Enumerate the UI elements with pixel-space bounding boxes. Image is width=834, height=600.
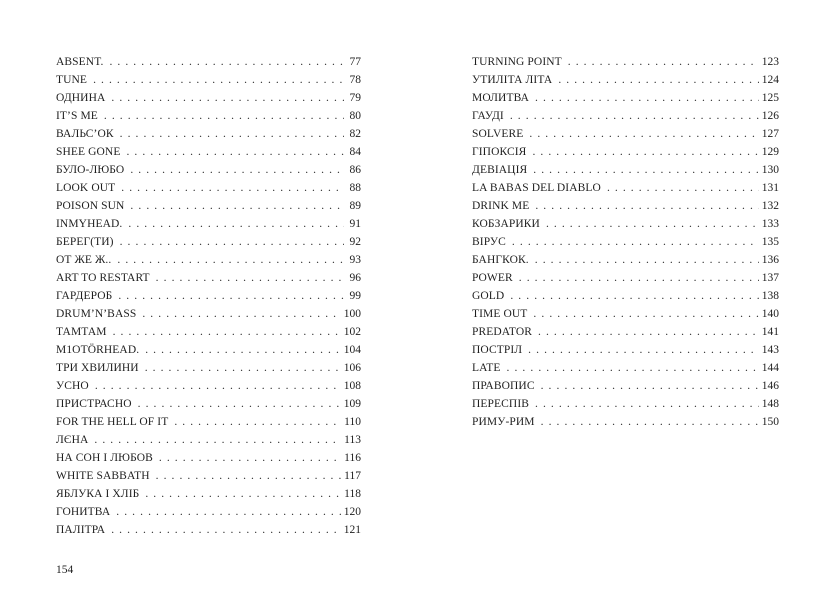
toc-leader-dots	[142, 305, 340, 323]
toc-entry-page: 126	[761, 110, 779, 122]
toc-entry	[472, 143, 779, 161]
toc-entry	[472, 89, 779, 107]
toc-leader-dots	[145, 485, 341, 503]
toc-leader-dots	[535, 197, 758, 215]
toc-entry-title: DRUM’N’BASS	[56, 308, 137, 320]
toc-leader-dots	[156, 467, 342, 485]
toc-leader-dots	[568, 53, 759, 71]
toc-entry	[56, 341, 361, 359]
toc-entry-title: LOOK OUT	[56, 182, 116, 194]
toc-entry-title: РИМУ-РИМ	[472, 416, 535, 428]
toc-entry	[472, 179, 779, 197]
toc-right-column	[472, 53, 779, 431]
toc-entry-title: INMYHEAD.	[56, 218, 123, 230]
toc-entry-title: УТИЛІТА ЛІТА	[472, 74, 553, 86]
toc-leader-dots	[117, 251, 344, 269]
toc-entry-page: 89	[349, 200, 361, 212]
toc-entry	[472, 413, 779, 431]
toc-entry-title: ЯБЛУКА І ХЛІБ	[56, 488, 140, 500]
toc-entry-title: ПРИСТРАСНО	[56, 398, 132, 410]
toc-entry	[56, 431, 361, 449]
toc-entry-page: 131	[761, 182, 779, 194]
toc-entry-title: LA BABAS DEL DIABLO	[472, 182, 601, 194]
toc-entry-page: 109	[343, 398, 361, 410]
toc-entry-page: 104	[343, 344, 361, 356]
toc-entry	[56, 359, 361, 377]
toc-entry-page: 144	[761, 362, 779, 374]
toc-entry-page: 96	[349, 272, 361, 284]
toc-entry-title: SHEE GONE	[56, 146, 121, 158]
toc-entry	[472, 305, 779, 323]
toc-leader-dots	[558, 71, 758, 89]
toc-entry-page: 102	[343, 326, 361, 338]
toc-entry-title: ГОНИТВА	[56, 506, 111, 518]
toc-entry	[56, 143, 361, 161]
toc-leader-dots	[118, 287, 344, 305]
toc-entry-page: 77	[349, 56, 361, 68]
toc-entry-title: WHITE SABBATH	[56, 470, 150, 482]
toc-leader-dots	[130, 197, 344, 215]
toc-entry-title: ГАУДІ	[472, 110, 504, 122]
toc-leader-dots	[120, 233, 344, 251]
toc-leader-dots	[546, 215, 759, 233]
toc-entry-page: 141	[761, 326, 779, 338]
toc-entry	[472, 71, 779, 89]
toc-entry-page: 110	[344, 416, 361, 428]
toc-entry-page: 117	[344, 470, 361, 482]
toc-leader-dots	[535, 89, 759, 107]
toc-entry-page: 78	[349, 74, 361, 86]
toc-leader-dots	[538, 323, 759, 341]
toc-leader-dots	[510, 287, 758, 305]
toc-entry-title: ПОСТРІЛ	[472, 344, 523, 356]
toc-entry	[472, 359, 779, 377]
toc-entry-page: 86	[349, 164, 361, 176]
toc-entry-title: IT’S ME	[56, 110, 98, 122]
toc-entry-title: ТАМТАМ	[56, 326, 107, 338]
toc-entry	[472, 53, 779, 71]
toc-entry-title: ВАЛЬС’ОК	[56, 128, 114, 140]
toc-entry	[56, 305, 361, 323]
toc-entry	[472, 197, 779, 215]
toc-entry-page: 125	[761, 92, 779, 104]
toc-entry-title: ПЕРЕСПІВ	[472, 398, 530, 410]
toc-entry	[56, 377, 361, 395]
toc-leader-dots	[111, 89, 344, 107]
toc-leader-dots	[541, 377, 759, 395]
toc-entry-title: ПРАВОПИС	[472, 380, 535, 392]
toc-entry-title: МОЛИТВА	[472, 92, 530, 104]
toc-leader-dots	[512, 233, 759, 251]
toc-entry	[56, 287, 361, 305]
toc-entry-title: ОТ ЖЕ Ж..	[56, 254, 112, 266]
toc-leader-dots	[529, 125, 758, 143]
page-number: 154	[56, 564, 74, 576]
toc-leader-dots	[113, 323, 341, 341]
toc-entry	[56, 233, 361, 251]
toc-leader-dots	[156, 269, 344, 287]
toc-entry	[56, 197, 361, 215]
toc-leader-dots	[528, 341, 759, 359]
toc-entry	[56, 503, 361, 521]
toc-leader-dots	[607, 179, 759, 197]
toc-entry-page: 130	[761, 164, 779, 176]
toc-entry	[56, 485, 361, 503]
toc-entry-title: ГІПОКСІЯ	[472, 146, 527, 158]
toc-entry	[472, 395, 779, 413]
toc-entry-page: 121	[343, 524, 361, 536]
toc-leader-dots	[104, 107, 344, 125]
toc-entry-title: НА СОН І ЛЮБОВ	[56, 452, 153, 464]
toc-leader-dots	[535, 395, 759, 413]
toc-entry	[472, 215, 779, 233]
toc-entry	[472, 341, 779, 359]
toc-leader-dots	[138, 395, 341, 413]
toc-entry-page: 133	[761, 218, 779, 230]
toc-entry-page: 138	[761, 290, 779, 302]
toc-entry-page: 113	[344, 434, 361, 446]
toc-entry-page: 143	[761, 344, 779, 356]
toc-entry-title: TIME OUT	[472, 308, 528, 320]
toc-leader-dots	[510, 107, 759, 125]
toc-leader-dots	[126, 143, 344, 161]
toc-entry	[56, 179, 361, 197]
toc-entry-page: 91	[349, 218, 361, 230]
toc-entry-title: ART TO RESTART	[56, 272, 150, 284]
toc-entry	[56, 521, 361, 539]
toc-entry-title: PREDATOR	[472, 326, 533, 338]
toc-leader-dots	[507, 359, 759, 377]
toc-entry-title: ТРИ ХВИЛИНИ	[56, 362, 139, 374]
toc-leader-dots	[533, 305, 758, 323]
toc-entry-page: 137	[761, 272, 779, 284]
toc-entry-page: 120	[343, 506, 361, 518]
toc-entry-page: 99	[349, 290, 361, 302]
toc-entry	[56, 53, 361, 71]
toc-leader-dots	[130, 161, 344, 179]
toc-entry	[56, 449, 361, 467]
toc-entry-page: 135	[761, 236, 779, 248]
toc-entry-title: TURNING POINT	[472, 56, 562, 68]
toc-leader-dots	[109, 53, 344, 71]
toc-entry-page: 108	[343, 380, 361, 392]
toc-entry-page: 116	[344, 452, 361, 464]
toc-entry	[472, 233, 779, 251]
toc-leader-dots	[95, 377, 341, 395]
toc-entry-title: M1OTÖRHEAD.	[56, 344, 140, 356]
toc-entry	[56, 467, 361, 485]
toc-leader-dots	[111, 521, 341, 539]
toc-entry-title: ABSENT.	[56, 56, 104, 68]
toc-entry	[472, 269, 779, 287]
toc-entry	[472, 125, 779, 143]
toc-entry-title: ДЕВІАЦІЯ	[472, 164, 528, 176]
toc-leader-dots	[535, 251, 759, 269]
toc-entry-page: 88	[349, 182, 361, 194]
toc-leader-dots	[174, 413, 341, 431]
toc-entry-title: FOR THE HELL OF IT	[56, 416, 169, 428]
toc-entry-page: 93	[349, 254, 361, 266]
toc-entry	[56, 413, 361, 431]
toc-entry	[56, 107, 361, 125]
toc-leader-dots	[145, 359, 341, 377]
toc-entry-page: 136	[761, 254, 779, 266]
toc-entry	[472, 251, 779, 269]
toc-entry-page: 140	[761, 308, 779, 320]
toc-entry	[56, 323, 361, 341]
toc-entry	[472, 107, 779, 125]
toc-entry	[56, 71, 361, 89]
toc-entry-title: ГАРДЕРОБ	[56, 290, 113, 302]
toc-entry-page: 79	[349, 92, 361, 104]
toc-entry-title: ПАЛІТРА	[56, 524, 106, 536]
toc-entry-title: ВІРУС	[472, 236, 506, 248]
toc-entry-title: БЕРЕГ(ТИ)	[56, 236, 114, 248]
toc-entry-page: 80	[349, 110, 361, 122]
toc-entry-page: 123	[761, 56, 779, 68]
toc-entry-title: DRINK ME	[472, 200, 530, 212]
toc-entry-title: ОДНИНА	[56, 92, 106, 104]
toc-entry-title: POWER	[472, 272, 513, 284]
toc-entry-page: 106	[343, 362, 361, 374]
toc-entry	[472, 323, 779, 341]
toc-leader-dots	[94, 431, 341, 449]
toc-entry-title: КОБЗАРИКИ	[472, 218, 540, 230]
toc-entry-page: 100	[343, 308, 361, 320]
toc-leader-dots	[533, 161, 758, 179]
toc-entry-page: 132	[761, 200, 779, 212]
toc-entry-title: БАНГКОК.	[472, 254, 529, 266]
toc-entry-title: LATE	[472, 362, 501, 374]
toc-leader-dots	[121, 179, 344, 197]
toc-entry-title: ЛЄНА	[56, 434, 89, 446]
toc-leader-dots	[116, 503, 340, 521]
toc-entry-title: УСНО	[56, 380, 89, 392]
toc-entry-page: 118	[344, 488, 361, 500]
toc-leader-dots	[519, 269, 759, 287]
toc-entry-title: GOLD	[472, 290, 505, 302]
toc-entry	[472, 287, 779, 305]
toc-entry-title: TUNE	[56, 74, 88, 86]
toc-entry	[56, 269, 361, 287]
toc-entry	[472, 377, 779, 395]
toc-entry-page: 148	[761, 398, 779, 410]
toc-leader-dots	[532, 143, 758, 161]
toc-entry	[56, 125, 361, 143]
toc-leader-dots	[120, 125, 344, 143]
toc-leader-dots	[541, 413, 759, 431]
toc-entry-page: 129	[761, 146, 779, 158]
toc-entry-title: БУЛО-ЛЮБО	[56, 164, 125, 176]
toc-entry	[56, 251, 361, 269]
toc-entry	[56, 161, 361, 179]
toc-entry-page: 146	[761, 380, 779, 392]
toc-entry	[472, 161, 779, 179]
toc-entry-page: 150	[761, 416, 779, 428]
toc-leader-dots	[159, 449, 341, 467]
toc-entry-page: 82	[349, 128, 361, 140]
toc-entry	[56, 89, 361, 107]
toc-entry-title: POISON SUN	[56, 200, 125, 212]
toc-leader-dots	[128, 215, 344, 233]
toc-entry-page: 124	[761, 74, 779, 86]
toc-leader-dots	[145, 341, 341, 359]
toc-left-column	[56, 53, 361, 539]
toc-entry	[56, 215, 361, 233]
toc-entry	[56, 395, 361, 413]
toc-leader-dots	[93, 71, 344, 89]
toc-entry-page: 127	[761, 128, 779, 140]
toc-entry-title: SOLVERE	[472, 128, 524, 140]
toc-entry-page: 92	[349, 236, 361, 248]
toc-entry-page: 84	[349, 146, 361, 158]
